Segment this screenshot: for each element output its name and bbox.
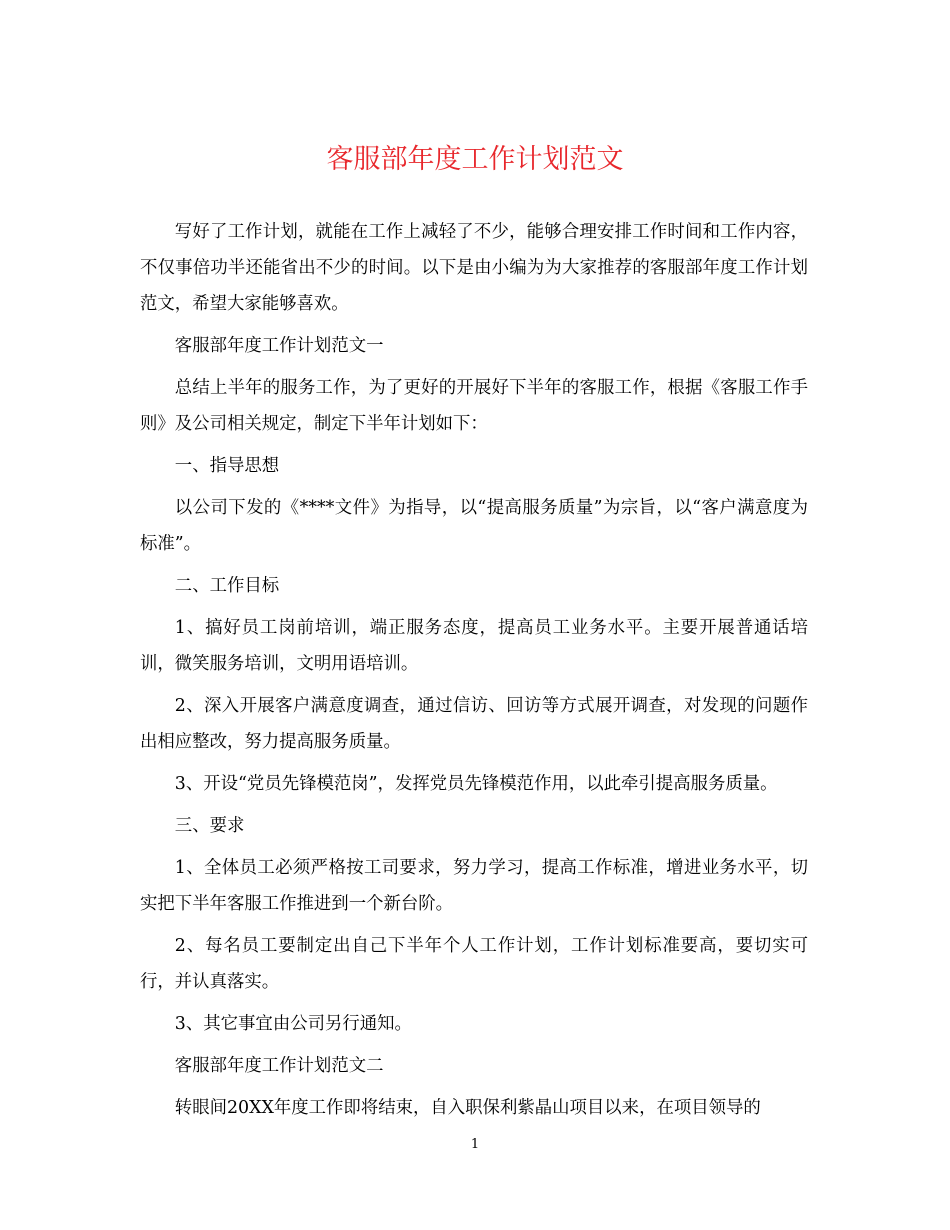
page-number: 1 <box>470 1137 480 1152</box>
section-heading-sample-one: 客服部年度工作计划范文一 <box>174 336 384 356</box>
document-body <box>140 214 808 1132</box>
list-item: 2、每名员工要制定出自己下半年个人工作计划，工作计划标准要高，要切实可行，并认真落实。 <box>140 936 808 992</box>
paragraph: 以公司下发的《****文件》为指导，以“提高服务质量”为宗旨，以“客户满意度为标准”。 <box>140 498 808 554</box>
list-item: 1、搞好员工岗前培训，端正服务态度，提高员工业务水平。主要开展普通话培训，微笑服务培训，文明用语培训。 <box>140 618 808 674</box>
document-title: 客服部年度工作计划范文 <box>326 144 624 175</box>
list-item: 1、全体员工必须严格按工司要求，努力学习，提高工作标准，增进业务水平，切实把下半年客服工作推进到一个新台阶。 <box>140 858 808 914</box>
paragraph: 转眼间20XX年度工作即将结束，自入职保利紫晶山项目以来，在项目领导的 <box>174 1098 761 1118</box>
list-item: 2、深入开展客户满意度调查，通过信访、回访等方式展开调查，对发现的问题作出相应整改，努力提高服务质量。 <box>140 696 808 752</box>
section-heading-sample-two: 客服部年度工作计划范文二 <box>174 1056 384 1076</box>
section-heading-work-goals: 二、工作目标 <box>174 576 280 596</box>
paragraph: 总结上半年的服务工作，为了更好的开展好下半年的客服工作，根据《客服工作手则》及公司相关规定，制定下半年计划如下： <box>140 378 808 434</box>
list-item: 3、其它事宜由公司另行通知。 <box>174 1014 412 1034</box>
section-heading-requirements: 三、要求 <box>174 816 245 836</box>
paragraph-intro: 写好了工作计划，就能在工作上减轻了不少，能够合理安排工作时间和工作内容，不仅事倍功半还能省出不少的时间。以下是由小编为为大家推荐的客服部年度工作计划范文，希望大家能够喜欢。 <box>140 222 808 314</box>
section-heading-guiding-thought: 一、指导思想 <box>174 456 280 476</box>
list-item: 3、开设“党员先锋模范岗”，发挥党员先锋模范作用，以此牵引提高服务质量。 <box>174 774 778 794</box>
